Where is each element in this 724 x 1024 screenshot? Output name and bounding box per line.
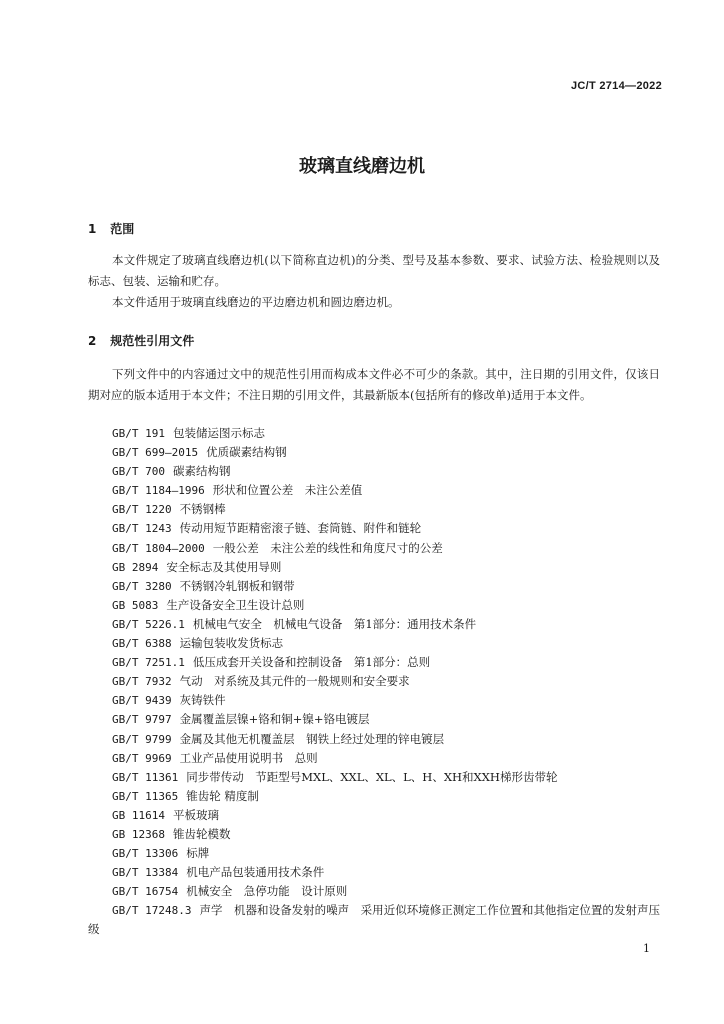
section-number: 1 — [88, 222, 97, 236]
reference-code: GB/T 699—2015 — [112, 446, 199, 460]
normative-references-list — [88, 424, 668, 940]
reference-title: 运输包装收发货标志 — [179, 636, 284, 651]
reference-code: GB/T 16754 — [112, 885, 179, 899]
reference-item — [88, 577, 668, 596]
reference-title: 机电产品包装通用技术条件 — [186, 865, 325, 880]
reference-code: GB/T 1804—2000 — [112, 541, 205, 555]
reference-title: 生产设备安全卫生设计总则 — [166, 597, 305, 612]
reference-code: GB/T 1184—1996 — [112, 484, 205, 498]
reference-item — [88, 481, 668, 500]
reference-code: GB/T 11361 — [112, 770, 179, 784]
reference-item — [88, 882, 668, 901]
section-1-heading — [88, 220, 134, 237]
reference-title: 气动 对系统及其元件的一般规则和安全要求 — [179, 674, 410, 689]
reference-item — [88, 768, 668, 787]
reference-title: 金属及其他无机覆盖层 钢铁上经过处理的锌电镀层 — [179, 731, 445, 746]
reference-item — [88, 462, 668, 481]
section-number: 2 — [88, 334, 97, 348]
document-title: 玻璃直线磨边机 — [299, 156, 425, 177]
reference-code: GB/T 1220 — [112, 503, 172, 517]
reference-title: 灰铸铁件 — [179, 693, 226, 708]
section-1-paragraph-2: 本文件适用于玻璃直线磨边的平边磨边机和圆边磨边机。 — [112, 295, 400, 309]
reference-item — [88, 787, 668, 806]
reference-title: 锥齿轮 精度制 — [186, 788, 259, 803]
reference-title: 金属覆盖层镍+铬和铜+镍+铬电镀层 — [179, 712, 370, 727]
reference-title: 不锈钢棒 — [179, 502, 226, 517]
reference-item — [88, 424, 668, 443]
standard-code: JC/T 2714—2022 — [570, 80, 662, 92]
reference-item — [88, 863, 668, 882]
reference-item — [88, 634, 668, 653]
reference-item — [88, 443, 668, 462]
reference-item — [88, 691, 668, 710]
reference-item — [88, 558, 668, 577]
reference-item — [88, 806, 668, 825]
section-2-paragraph-1: 下列文件中的内容通过文中的规范性引用而构成本文件必不可少的条款。其中，注日期的引用文件，仅该日期对应的版本适用于本文件；不注日期的引用文件，其最新版本(包括所有的修改单)适用于本文件。 — [88, 367, 660, 402]
reference-code: GB/T 7251.1 — [112, 656, 185, 670]
reference-code: GB 2894 — [112, 560, 159, 574]
reference-code: GB/T 1243 — [112, 522, 172, 536]
reference-title: 平板玻璃 — [172, 807, 219, 822]
reference-title: 同步带传动 节距型号MXL、XXL、XL、L、H、XH和XXH梯形齿带轮 — [186, 769, 558, 784]
reference-title: 传动用短节距精密滚子链、套筒链、附件和链轮 — [179, 521, 422, 536]
reference-item — [88, 653, 668, 672]
reference-title: 包装储运图示标志 — [172, 426, 265, 440]
reference-item — [88, 519, 668, 538]
reference-code: GB/T 9969 — [112, 751, 172, 765]
reference-title: 低压成套开关设备和控制设备 第1部分：总则 — [192, 655, 431, 670]
reference-title: 优质碳素结构钢 — [206, 445, 287, 460]
reference-code: GB/T 700 — [112, 465, 165, 479]
reference-item — [88, 539, 668, 558]
reference-code: GB 5083 — [112, 598, 159, 612]
reference-code: GB/T 191 — [112, 427, 165, 440]
reference-code: GB 12368 — [112, 827, 165, 841]
reference-title: 机械安全 急停功能 设计原则 — [186, 884, 348, 899]
reference-code: GB/T 13306 — [112, 847, 179, 861]
reference-item — [88, 749, 668, 768]
reference-item — [88, 615, 668, 634]
section-title: 规范性引用文件 — [110, 334, 195, 348]
reference-title: 一般公差 未注公差的线性和角度尺寸的公差 — [212, 540, 443, 555]
page-number: 1 — [643, 942, 650, 955]
reference-code: GB/T 11365 — [112, 789, 179, 803]
reference-code: GB/T 9799 — [112, 732, 172, 746]
reference-code: GB/T 3280 — [112, 579, 172, 593]
reference-code: GB/T 6388 — [112, 637, 172, 651]
reference-item — [88, 825, 668, 844]
reference-code: GB/T 9797 — [112, 713, 172, 727]
reference-title: 工业产品使用说明书 总则 — [179, 750, 318, 765]
section-1-paragraph-1: 本文件规定了玻璃直线磨边机(以下简称直边机)的分类、型号及基本参数、要求、试验方法、检验规则以及标志、包装、运输和贮存。 — [88, 253, 660, 288]
reference-item — [88, 500, 668, 519]
reference-item — [88, 901, 660, 939]
reference-title: 机械电气安全 机械电气设备 第1部分：通用技术条件 — [192, 616, 477, 631]
reference-title: 不锈钢冷轧钢板和钢带 — [179, 578, 295, 593]
section-title: 范围 — [110, 222, 135, 236]
reference-title: 锥齿轮模数 — [172, 826, 231, 841]
reference-title: 安全标志及其使用导则 — [166, 559, 282, 574]
reference-code: GB/T 13384 — [112, 866, 179, 880]
reference-item — [88, 730, 668, 749]
reference-item — [88, 672, 668, 691]
reference-title: 声学 机器和设备发射的噪声 采用近似环境修正测定工作位置和其他指定位置的发射声压级 — [88, 903, 660, 937]
reference-code: GB/T 5226.1 — [112, 617, 185, 631]
reference-code: GB/T 17248.3 — [112, 904, 192, 918]
reference-code: GB/T 9439 — [112, 694, 172, 708]
reference-item — [88, 596, 668, 615]
section-2-heading — [88, 332, 194, 349]
reference-code: GB/T 7932 — [112, 675, 172, 689]
reference-title: 形状和位置公差 未注公差值 — [212, 483, 363, 498]
reference-title: 碳素结构钢 — [172, 464, 231, 479]
reference-item — [88, 710, 668, 729]
reference-title: 标牌 — [186, 846, 210, 861]
reference-item — [88, 844, 668, 863]
reference-code: GB 11614 — [112, 808, 165, 822]
